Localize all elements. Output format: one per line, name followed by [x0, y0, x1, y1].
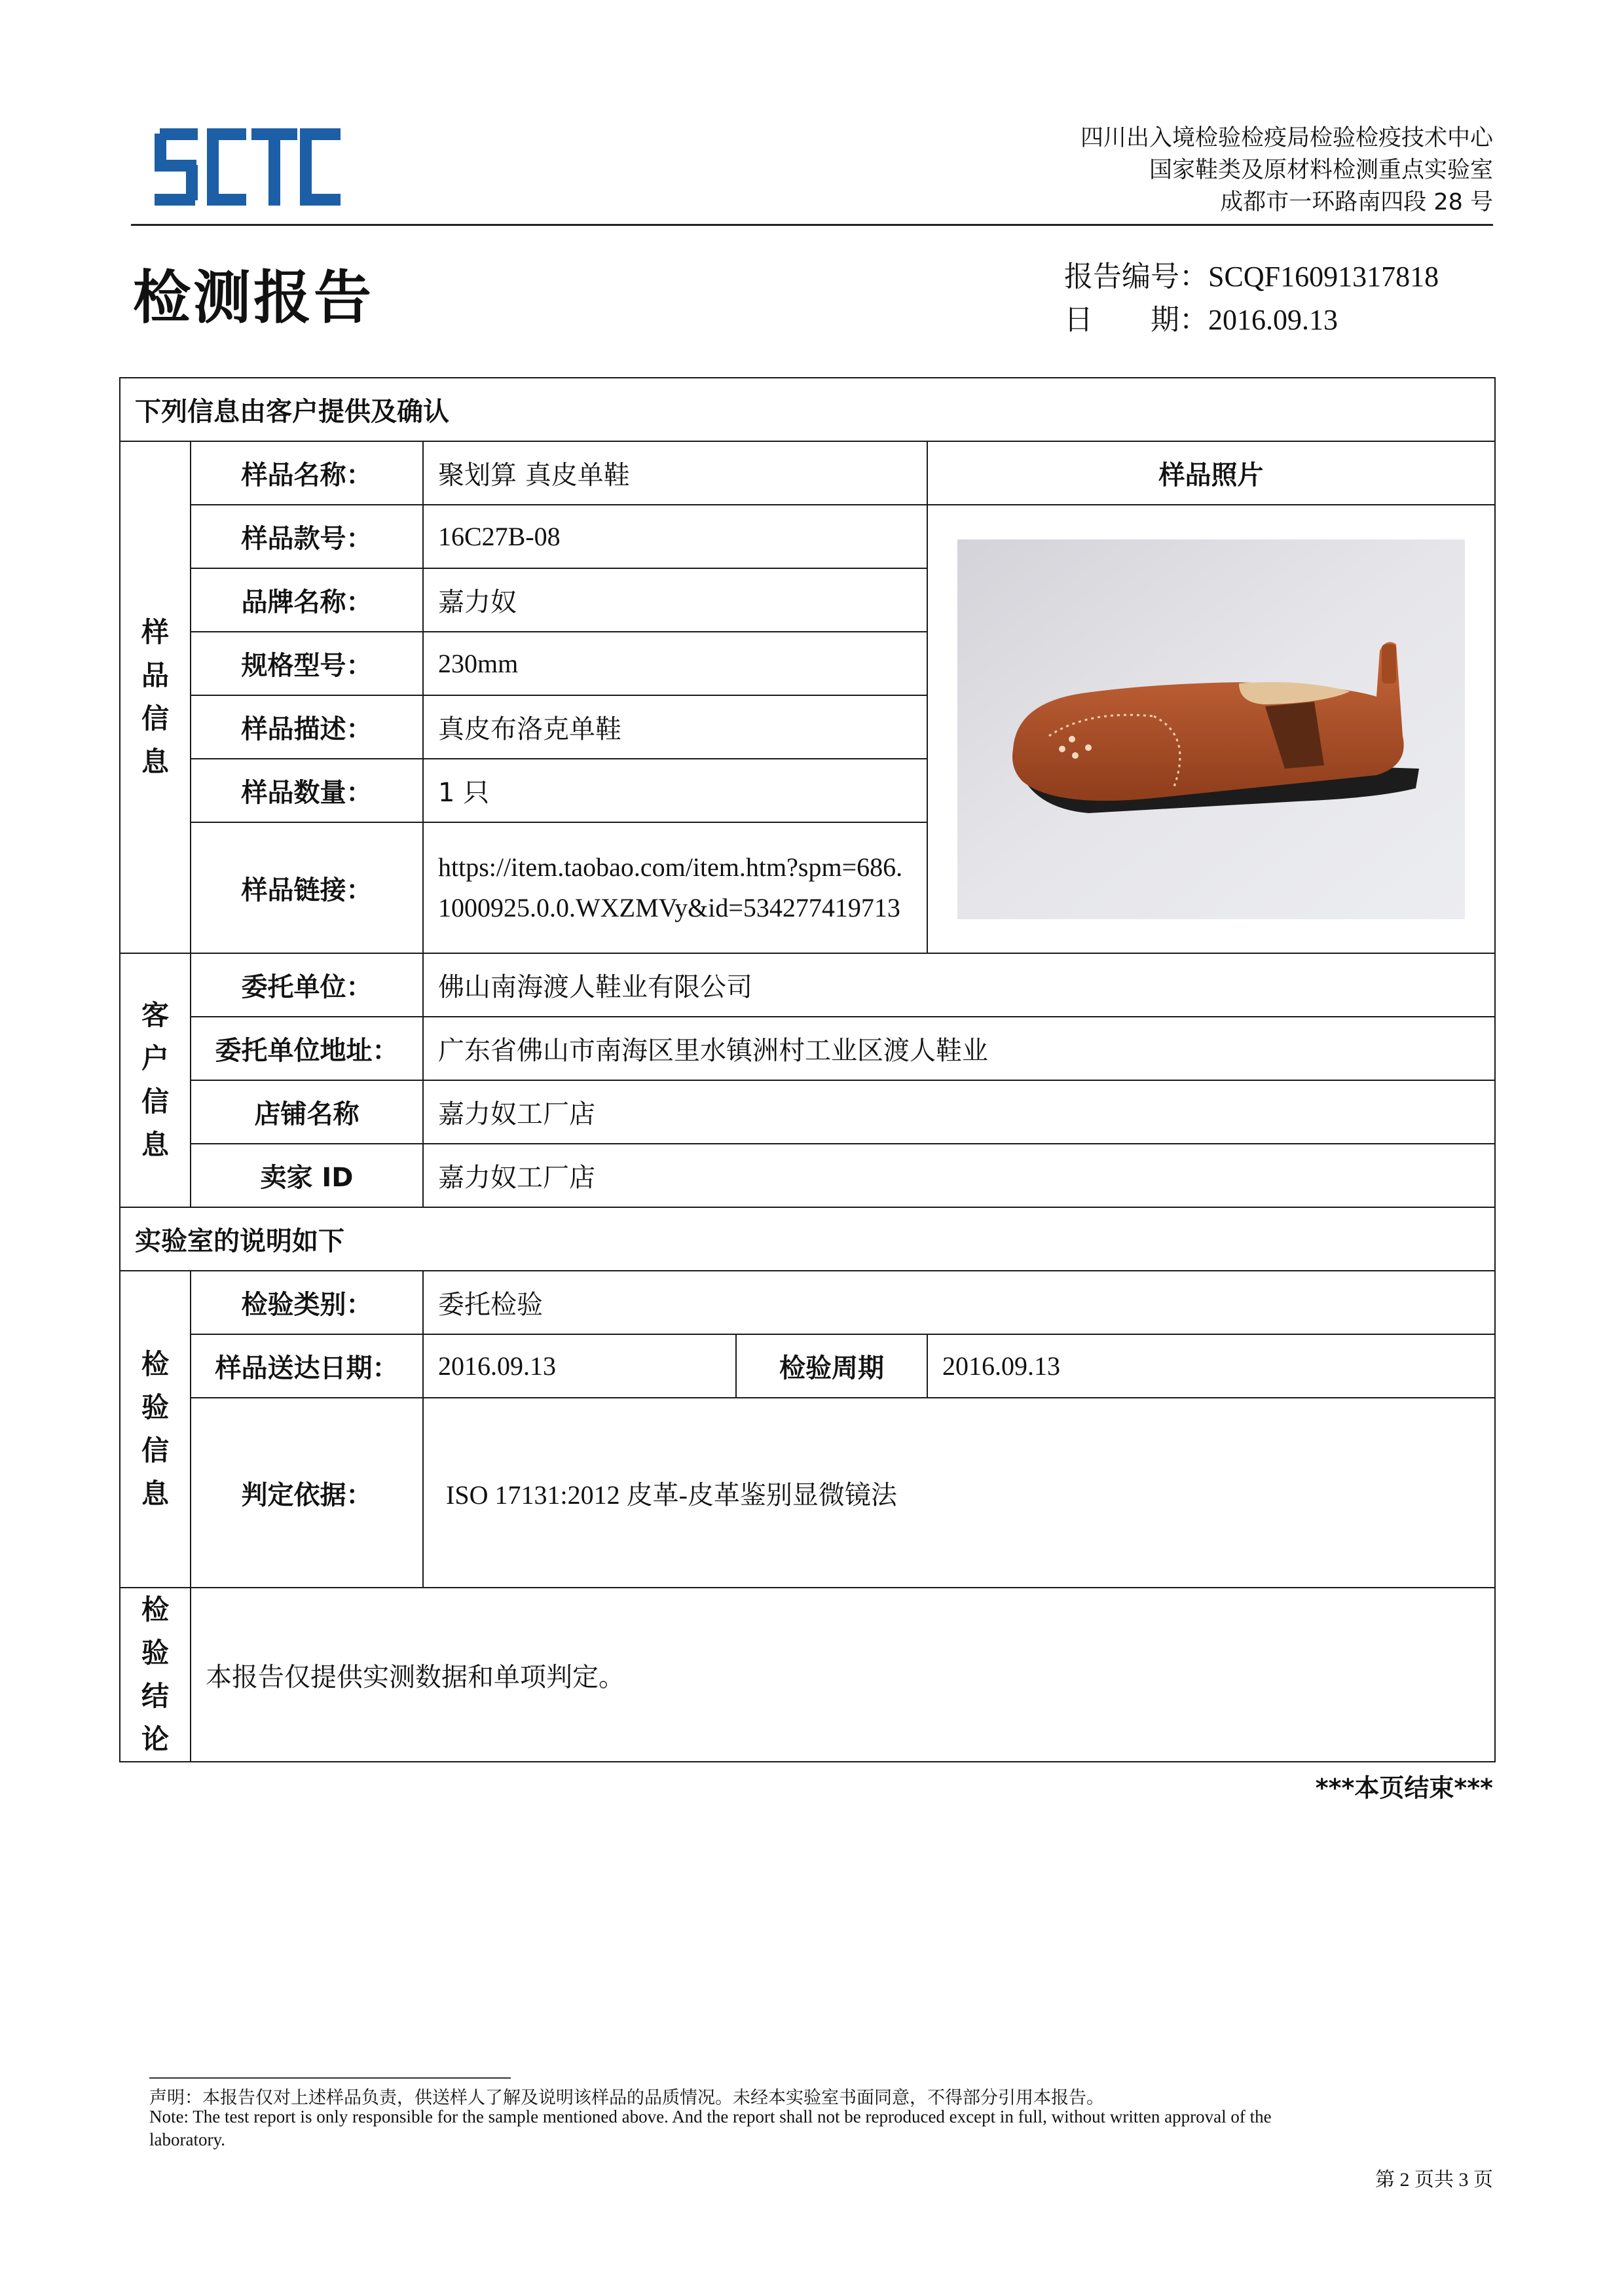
sample-group-text: 样品信息	[141, 616, 169, 778]
report-number-value: SCQF16091317818	[1208, 261, 1439, 293]
table-row	[120, 1588, 1495, 1762]
test-group-text: 检验信息	[141, 1348, 169, 1510]
sample-desc-label: 样品描述：	[191, 695, 423, 759]
sample-photo-heading: 样品照片	[927, 441, 1495, 505]
seller-id-label: 卖家 ID	[191, 1144, 423, 1207]
table-row	[120, 1334, 1495, 1398]
test-period-label: 检验周期	[736, 1334, 927, 1398]
table-row	[120, 953, 1495, 1017]
sample-brand-value: 嘉力奴	[423, 568, 927, 632]
sample-link-value: https://item.taobao.com/item.htm?spm=686.1000925.0.0.WXZMVy&id=534277419713	[423, 822, 927, 953]
table-row	[120, 1080, 1495, 1144]
sample-spec-label: 规格型号：	[191, 632, 423, 695]
conclusion-group-label	[120, 1588, 191, 1762]
table-row	[120, 441, 1495, 505]
report-number-label: 报告编号：	[1064, 260, 1208, 293]
notice-cn: 声明：本报告仅对上述样品负责，供送样人了解及说明该样品的品质情况。未经本实验室书面同意，不得部分引用本报告。	[149, 2088, 1104, 2108]
client-address-label: 委托单位地址：	[191, 1017, 423, 1080]
report-table	[119, 377, 1496, 1762]
lab-intro-heading: 实验室的说明如下	[120, 1207, 1495, 1271]
table-row	[120, 1398, 1495, 1588]
shoe-photo	[957, 539, 1465, 919]
seller-id-value: 嘉力奴工厂店	[423, 1144, 1495, 1207]
table-row	[120, 1144, 1495, 1207]
end-of-page-mark: ***本页结束***	[1315, 1774, 1493, 1802]
sample-photo	[927, 505, 1495, 953]
table-row	[120, 1017, 1495, 1080]
test-group-label	[120, 1271, 191, 1588]
page-number: 第 2 页共 3 页	[1375, 2169, 1493, 2191]
client-address-value: 广东省佛山市南海区里水镇洲村工业区渡人鞋业	[423, 1017, 1495, 1080]
sample-style-label: 样品款号：	[191, 505, 423, 568]
basis-value: ISO 17131:2012 皮革-皮革鉴别显微镜法	[423, 1398, 1495, 1588]
lab-name-line: 国家鞋类及原材料检测重点实验室	[1149, 157, 1493, 183]
address-line: 成都市一环路南四段 28 号	[1220, 189, 1493, 215]
client-company-label: 委托单位：	[191, 953, 423, 1017]
report-date-label: 日 期：	[1064, 303, 1208, 337]
org-name-line: 四川出入境检验检疫局检验检疫技术中心	[1080, 125, 1493, 151]
header-rule	[131, 224, 1493, 226]
receive-date-value: 2016.09.13	[423, 1334, 736, 1398]
sctc-logo-mark	[155, 128, 344, 207]
report-date	[1064, 296, 1338, 338]
sample-name-value: 聚划算 真皮单鞋	[423, 441, 927, 505]
sctc-logo	[155, 128, 344, 210]
shop-name-value: 嘉力奴工厂店	[423, 1080, 1495, 1144]
table-row	[120, 1271, 1495, 1334]
sample-link-label: 样品链接：	[191, 822, 423, 953]
sample-desc-value: 真皮布洛克单鞋	[423, 695, 927, 759]
conclusion-value: 本报告仅提供实测数据和单项判定。	[191, 1588, 1495, 1762]
shop-name-label: 店铺名称	[191, 1080, 423, 1144]
test-period-value: 2016.09.13	[927, 1334, 1495, 1398]
sample-brand-label: 品牌名称：	[191, 568, 423, 632]
client-group-label	[120, 953, 191, 1207]
table-row	[120, 1207, 1495, 1271]
report-title: 检测报告	[133, 264, 375, 331]
table-row	[120, 378, 1495, 441]
report-date-value: 2016.09.13	[1208, 304, 1338, 336]
sample-group-label	[120, 441, 191, 953]
conclusion-group-text: 检验结论	[141, 1594, 169, 1755]
test-type-label: 检验类别：	[191, 1271, 423, 1334]
client-company-value: 佛山南海渡人鞋业有限公司	[423, 953, 1495, 1017]
table-row	[120, 505, 1495, 568]
sample-spec-value: 230mm	[423, 632, 927, 695]
sample-qty-value: 1 只	[423, 759, 927, 822]
receive-date-label: 样品送达日期：	[191, 1334, 423, 1398]
test-type-value: 委托检验	[423, 1271, 1495, 1334]
sample-name-label: 样品名称：	[191, 441, 423, 505]
sample-style-value: 16C27B-08	[423, 505, 927, 568]
notice-en-line-1: Note: The test report is only responsible for the sample mentioned above. And the report shall not be reproduced except in full, without written approval of the	[149, 2107, 1272, 2126]
sample-qty-label: 样品数量：	[191, 759, 423, 822]
intro-heading: 下列信息由客户提供及确认	[120, 378, 1495, 441]
footer-rule	[149, 2077, 511, 2079]
notice-en-line-2: laboratory.	[149, 2130, 225, 2149]
basis-label: 判定依据：	[191, 1398, 423, 1588]
report-number	[1064, 253, 1439, 295]
client-group-text: 客户信息	[141, 999, 169, 1161]
